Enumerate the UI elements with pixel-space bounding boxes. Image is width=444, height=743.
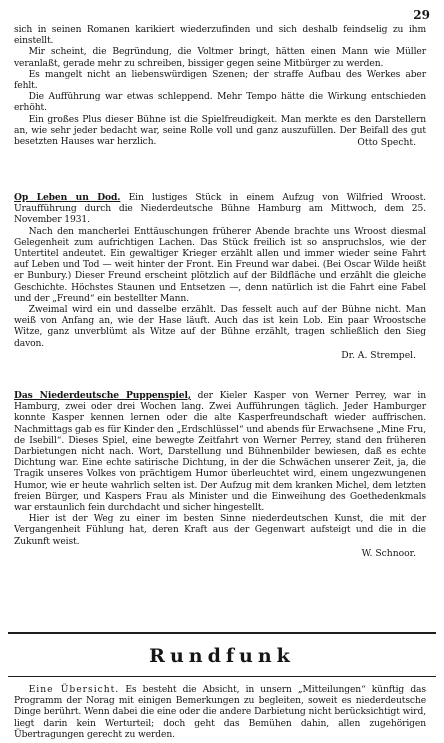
section-rule-top — [8, 632, 436, 634]
paragraph: Zweimal wird ein und dasselbe erzählt. Das fesselt auch auf der Bühne nicht. Man weiß von Anfang an, wie der Hase läuft. Auch das ist kein Lob. Ein paar Wroostsche Witze, ganz unverblümt als Witze auf der Bühne erzählt, tragen schließlich den Sieg davon. — [14, 305, 426, 349]
signature: Otto Specht. — [357, 137, 416, 149]
paragraph: Nach den mancherlei Enttäuschungen früherer Abende brachte uns Wroost diesmal Gelegenheit zum aufrichtigen Lachen. Das Stück freilich ist so anspruchslos, wie der Untertitel andeutet. Ein gewaltiger Krieger erzählt allen und immer wieder seine Fahrt auf Leben und Tod — weit hinter der Front. Ein Freund war dabei. (Bei Oscar Wilde heißt er Bunbury.) Dieser Freund erscheint plötzlich auf der Bildfläche und erzählt die gleiche Geschichte. Höchstes Staunen und Entsetzen —, denn natürlich ist die Fahrt eine Fabel und der „Freund“ ein bestellter Mann. — [14, 226, 426, 304]
section-rundfunk — [14, 685, 426, 741]
review-heading: Das Niederdeutsche Puppenspiel, — [14, 390, 191, 401]
paragraph: Ein lustiges Stück in einem Aufzug von Wilfried Wroost. Uraufführung durch die Niederdeutsche Bühne Hamburg am Mittwoch, dem 25. November 1931. — [14, 193, 426, 226]
paragraph: der Kieler Kasper von Werner Perrey, war in Hamburg, zwei oder drei Wochen lang. Zwei Aufführungen täglich. Jeder Hamburger konnte Kasper kennen lernen oder die alte Kasperfreundschaft wieder auffrischen. Nachmittags gab es für Kinder den „Erdschlüssel“ und abends für Erwachsene „Mine Fru, de Isebill“. Dieses Spiel, eine bewegte Zeitfahrt von Werner Perrey, stand den früheren Darbietungen nicht nach. Wort, Darstellung und Bühnenbilder bewiesen, daß es echte Dichtung war. Eine echte satirische Dichtung, in der die Schwächen unserer Zeit, ja, die Tragik unseres Volkes von prächtigem Humor überleuchtet wird, einem ungezwungenen Humor, wie er heute wahrlich selten ist. Der Aufzug mit dem kranken Michel, dem letzten freien Bürger, und Kaspers Frau als Minister und die Einweihung des Goethedenkmals war erstaunlich fein durchdacht und sicher hingestellt. — [14, 391, 426, 514]
paragraph: Ein großes Plus dieser Bühne ist die Spielfreudigkeit. Man merkte es den Darstellern an, wie sehr jeder bedacht war, seine Rolle voll und ganz auszufüllen. Der Beifall des gut besetzten Hauses war herzlich. — [14, 114, 426, 148]
paragraph: Die Aufführung war etwas schleppend. Mehr Tempo hätte die Wirkung entschieden erhöht. — [14, 92, 426, 114]
review-op-leben-un-dod — [14, 192, 426, 361]
paragraph-lead: Eine Übersicht. — [28, 685, 120, 695]
paragraph: sich in seinen Romanen karikiert wiederzufinden und sich deshalb feindselig zu ihm einstellt. — [14, 25, 426, 47]
review-continuation — [14, 25, 426, 148]
paragraph: Es besteht die Absicht, in unsern „Mitteilungen“ künftig das Programm der Norag mit einigen Bemerkungen zu begleiten, soweit es niederdeutsche Dinge berührt. Wenn dabei die eine oder die andere Darbietung nicht berücksichtigt wird, liegt darin kein Werturteil; doch geht das Bemühen dahin, allen zugehörigen Übertragungen gerecht zu werden. — [14, 685, 426, 740]
paragraph: Hier ist der Weg zu einer im besten Sinne niederdeutschen Kunst, die mit der Vergangenheit Fühlung hat, deren Kraft aus der Gegenwart aufsteigt und die in die Zukunft weist. — [14, 514, 426, 547]
page-number: 29 — [413, 8, 430, 22]
section-rule-bottom — [8, 676, 436, 677]
signature: Dr. A. Strempel. — [341, 349, 416, 361]
section-title: Rundfunk — [149, 645, 295, 667]
paragraph: Es mangelt nicht an liebenswürdigen Szenen; der straffe Aufbau des Werkes aber fehlt. — [14, 69, 426, 92]
paragraph: Mir scheint, die Begründung, die Voltmer bringt, hätten einen Mann wie Müller veranlaßt, gerade mehr zu schreiben, bissiger gegen seine Mitbürger zu werden. — [14, 47, 426, 69]
review-puppenspiel — [14, 390, 426, 559]
signature: W. Schnoor. — [361, 547, 416, 559]
review-heading: Op Leben un Dod. — [14, 192, 121, 203]
